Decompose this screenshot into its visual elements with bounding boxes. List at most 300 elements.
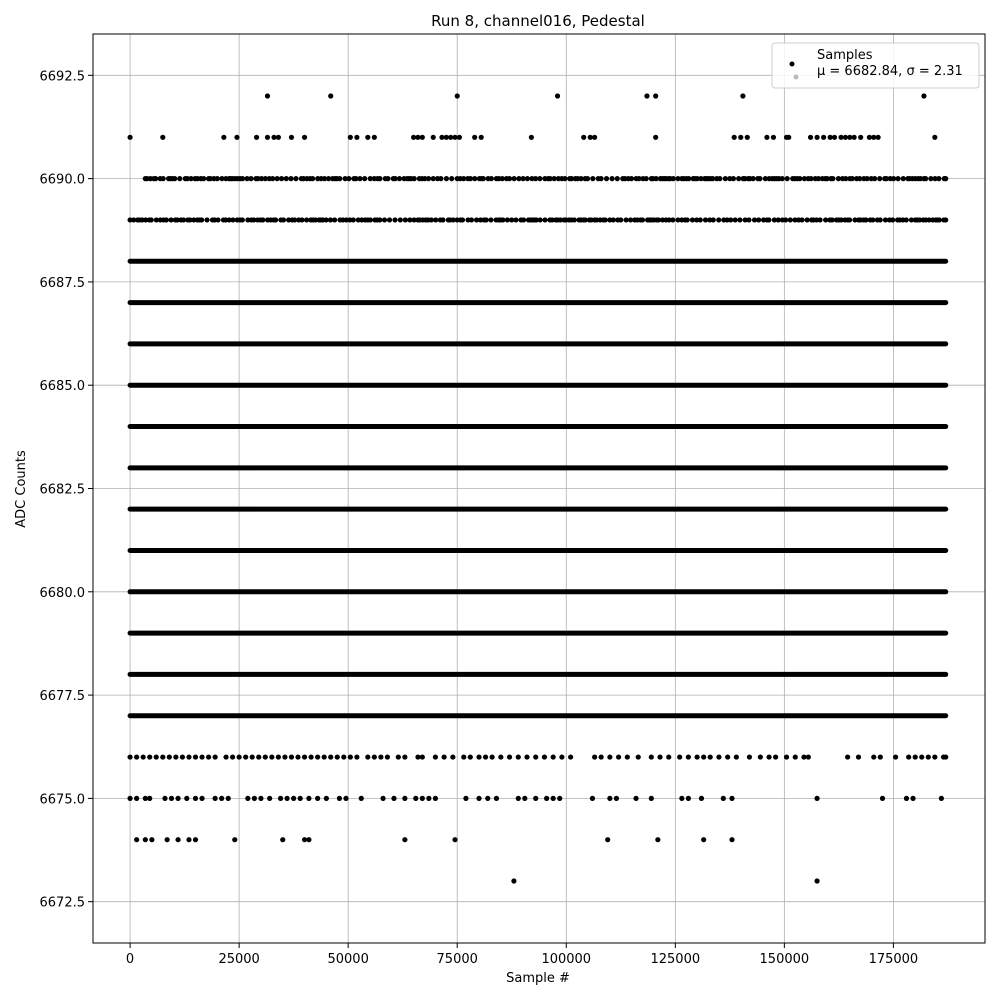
data-point [184, 796, 189, 801]
data-point [164, 217, 169, 222]
data-point [368, 217, 373, 222]
data-point [740, 93, 745, 98]
data-point [134, 796, 139, 801]
data-point [893, 754, 898, 759]
data-point [555, 93, 560, 98]
data-point [766, 217, 771, 222]
data-point [215, 217, 220, 222]
data-point [162, 796, 167, 801]
data-point [716, 217, 721, 222]
data-point [377, 176, 382, 181]
data-point [750, 176, 755, 181]
data-point [488, 217, 493, 222]
data-point [343, 796, 348, 801]
data-point [199, 217, 204, 222]
data-point [615, 176, 620, 181]
data-point [525, 176, 530, 181]
data-point [666, 754, 671, 759]
data-point [605, 837, 610, 842]
data-point [433, 754, 438, 759]
data-point [450, 754, 455, 759]
data-point [276, 754, 281, 759]
data-point [871, 754, 876, 759]
data-point [403, 217, 408, 222]
data-point [391, 796, 396, 801]
data-point [581, 135, 586, 140]
data-point [279, 176, 284, 181]
data-point [936, 176, 941, 181]
data-point [204, 217, 209, 222]
data-point [127, 796, 132, 801]
data-point [926, 754, 931, 759]
data-point [614, 796, 619, 801]
data-point [186, 837, 191, 842]
y-tick-label: 6690.0 [39, 172, 85, 188]
data-point [633, 796, 638, 801]
axis-ticks [40, 69, 919, 967]
data-point [476, 754, 481, 759]
data-point [793, 754, 798, 759]
data-point [472, 135, 477, 140]
data-point [516, 796, 521, 801]
data-point [285, 796, 290, 801]
data-point [346, 176, 351, 181]
data-point [180, 754, 185, 759]
data-point [943, 217, 948, 222]
data-point [785, 176, 790, 181]
data-point [590, 176, 595, 181]
data-point [733, 217, 738, 222]
data-point [315, 754, 320, 759]
data-point [939, 796, 944, 801]
data-point [494, 796, 499, 801]
data-point [306, 796, 311, 801]
data-point [797, 176, 802, 181]
data-point [324, 796, 329, 801]
data-point [402, 796, 407, 801]
data-point [153, 176, 158, 181]
data-point [562, 176, 567, 181]
data-point [260, 217, 265, 222]
data-point [891, 176, 896, 181]
data-point [337, 176, 342, 181]
data-point [452, 837, 457, 842]
data-point [895, 176, 900, 181]
data-point [771, 135, 776, 140]
data-point [557, 796, 562, 801]
data-point [402, 837, 407, 842]
data-point [716, 754, 721, 759]
data-point [444, 176, 449, 181]
data-point [786, 135, 791, 140]
data-point [670, 217, 675, 222]
data-point [134, 754, 139, 759]
data-point [328, 93, 333, 98]
x-tick-label: 150000 [759, 952, 810, 967]
data-point [420, 754, 425, 759]
data-point [513, 217, 518, 222]
data-point [127, 135, 132, 140]
chart-title: Run 8, channel016, Pedestal [431, 12, 645, 30]
data-point [653, 135, 658, 140]
data-point [644, 93, 649, 98]
data-point [533, 796, 538, 801]
data-point [572, 217, 577, 222]
data-point [438, 176, 443, 181]
x-tick-label: 125000 [650, 952, 701, 967]
data-point [625, 754, 630, 759]
data-point [281, 217, 286, 222]
data-point [852, 135, 857, 140]
data-point [649, 754, 654, 759]
y-tick-label: 6682.5 [39, 482, 85, 498]
data-point [306, 837, 311, 842]
data-point [717, 176, 722, 181]
data-point [299, 217, 304, 222]
data-point [341, 754, 346, 759]
data-point [607, 754, 612, 759]
data-point [649, 796, 654, 801]
x-tick-label: 75000 [436, 952, 478, 967]
data-point [746, 217, 751, 222]
data-point [830, 176, 835, 181]
data-point [254, 135, 259, 140]
data-point [270, 176, 275, 181]
data-point [490, 754, 495, 759]
data-point [289, 135, 294, 140]
data-point [901, 176, 906, 181]
data-point [143, 837, 148, 842]
data-point [616, 754, 621, 759]
data-point [199, 796, 204, 801]
data-point [780, 176, 785, 181]
data-point [476, 796, 481, 801]
data-point [335, 754, 340, 759]
data-point [644, 176, 649, 181]
data-point [695, 754, 700, 759]
data-point [237, 754, 242, 759]
data-point [141, 754, 146, 759]
data-point [201, 176, 206, 181]
data-point [291, 796, 296, 801]
data-point [265, 135, 270, 140]
data-point [442, 754, 447, 759]
data-point [221, 135, 226, 140]
data-point [433, 217, 438, 222]
data-point [479, 135, 484, 140]
data-point [483, 754, 488, 759]
data-point [559, 754, 564, 759]
data-point [463, 796, 468, 801]
data-point [413, 796, 418, 801]
data-point [461, 754, 466, 759]
data-point [172, 176, 177, 181]
data-point [258, 796, 263, 801]
data-point [814, 796, 819, 801]
data-point [636, 754, 641, 759]
data-point [298, 796, 303, 801]
data-point [273, 217, 278, 222]
data-point [378, 754, 383, 759]
data-point [484, 217, 489, 222]
data-point [500, 217, 505, 222]
data-point [686, 754, 691, 759]
data-point [280, 837, 285, 842]
legend-marker-samples [790, 62, 795, 67]
data-point [412, 176, 417, 181]
data-point [382, 217, 387, 222]
data-point [701, 837, 706, 842]
data-point [937, 217, 942, 222]
data-point [449, 176, 454, 181]
data-point [943, 176, 948, 181]
data-point [814, 878, 819, 883]
data-point [322, 754, 327, 759]
data-point [472, 176, 477, 181]
data-point [629, 176, 634, 181]
data-point [433, 796, 438, 801]
data-point [267, 796, 272, 801]
data-point [808, 135, 813, 140]
data-point [377, 217, 382, 222]
data-point [805, 217, 810, 222]
data-point [160, 135, 165, 140]
data-point [708, 754, 713, 759]
data-point [256, 754, 261, 759]
data-point [199, 754, 204, 759]
y-tick-label: 6675.0 [39, 792, 85, 808]
data-point [590, 796, 595, 801]
data-point [653, 93, 658, 98]
data-point [821, 135, 826, 140]
y-axis-label: ADC Counts [14, 450, 29, 528]
x-axis-label: Sample # [506, 971, 570, 986]
y-tick-label: 6672.5 [39, 895, 85, 911]
data-point [788, 217, 793, 222]
data-point [592, 754, 597, 759]
data-point [723, 176, 728, 181]
data-point [440, 217, 445, 222]
data-point [276, 135, 281, 140]
data-point [269, 754, 274, 759]
data-point [469, 217, 474, 222]
grid-lines [93, 34, 985, 943]
data-point [351, 217, 356, 222]
data-point [169, 796, 174, 801]
data-point [524, 754, 529, 759]
data-point [337, 796, 342, 801]
data-point [397, 176, 402, 181]
data-point [282, 754, 287, 759]
data-point [856, 754, 861, 759]
data-point [624, 217, 629, 222]
data-point [396, 754, 401, 759]
data-point [729, 796, 734, 801]
data-point [354, 754, 359, 759]
data-point [686, 796, 691, 801]
data-point [385, 176, 390, 181]
data-point [348, 754, 353, 759]
data-point [932, 135, 937, 140]
data-point [764, 135, 769, 140]
data-point [943, 754, 948, 759]
data-point [698, 217, 703, 222]
data-point [219, 796, 224, 801]
data-point [206, 754, 211, 759]
data-point [175, 837, 180, 842]
data-point [923, 176, 928, 181]
data-point [149, 217, 154, 222]
data-point [592, 135, 597, 140]
data-point [618, 217, 623, 222]
data-point [711, 217, 716, 222]
data-point [420, 796, 425, 801]
data-point [315, 796, 320, 801]
data-point [489, 176, 494, 181]
data-point [252, 796, 257, 801]
data-point [685, 217, 690, 222]
data-point [890, 217, 895, 222]
data-point [365, 754, 370, 759]
data-point [147, 796, 152, 801]
data-point [701, 754, 706, 759]
data-point [756, 217, 761, 222]
data-point [599, 754, 604, 759]
y-tick-label: 6687.5 [39, 275, 85, 291]
data-point [240, 217, 245, 222]
x-tick-label: 0 [125, 952, 135, 967]
data-point [362, 176, 367, 181]
legend-label-stats: μ = 6682.84, σ = 2.31 [817, 64, 963, 79]
data-point [372, 135, 377, 140]
data-point [460, 217, 465, 222]
y-tick-label: 6685.0 [39, 379, 85, 395]
data-point [847, 217, 852, 222]
data-point [511, 878, 516, 883]
data-point [932, 754, 937, 759]
data-point [747, 754, 752, 759]
data-point [223, 754, 228, 759]
data-point [455, 93, 460, 98]
data-point [832, 135, 837, 140]
data-point [537, 176, 542, 181]
data-point [721, 796, 726, 801]
data-point [551, 754, 556, 759]
data-point [289, 754, 294, 759]
data-point [551, 796, 556, 801]
x-tick-label: 50000 [327, 952, 369, 967]
data-point [213, 754, 218, 759]
data-point [186, 754, 191, 759]
data-point [332, 217, 337, 222]
data-point [878, 217, 883, 222]
data-point [288, 176, 293, 181]
data-point [457, 135, 462, 140]
data-point [737, 217, 742, 222]
data-point [913, 754, 918, 759]
x-tick-label: 100000 [541, 952, 592, 967]
legend [772, 43, 979, 88]
data-point [870, 217, 875, 222]
data-point [278, 796, 283, 801]
data-point [537, 217, 542, 222]
data-point [302, 754, 307, 759]
data-point [507, 754, 512, 759]
data-point [232, 837, 237, 842]
data-point [568, 754, 573, 759]
data-point [250, 754, 255, 759]
data-point [165, 837, 170, 842]
data-point [175, 796, 180, 801]
data-point [245, 796, 250, 801]
data-point [845, 754, 850, 759]
data-point [498, 754, 503, 759]
data-point [679, 796, 684, 801]
legend-label-samples: Samples [817, 48, 873, 63]
y-tick-label: 6680.0 [39, 585, 85, 601]
data-point [507, 176, 512, 181]
data-point [485, 796, 490, 801]
data-point [385, 754, 390, 759]
data-point [542, 754, 547, 759]
data-point [758, 754, 763, 759]
data-point [872, 176, 877, 181]
data-point [906, 754, 911, 759]
data-point [611, 217, 616, 222]
data-point [533, 754, 538, 759]
data-point [365, 135, 370, 140]
data-point [431, 135, 436, 140]
data-point [398, 217, 403, 222]
data-point [193, 837, 198, 842]
data-point [655, 837, 660, 842]
data-point [295, 754, 300, 759]
data-point [293, 176, 298, 181]
data-point [328, 754, 333, 759]
data-point [263, 754, 268, 759]
data-point [725, 754, 730, 759]
data-point [784, 754, 789, 759]
data-point [265, 93, 270, 98]
legend-marker-stats [794, 75, 799, 80]
data-point [732, 135, 737, 140]
data-point [598, 176, 603, 181]
data-point [402, 754, 407, 759]
data-point [392, 217, 397, 222]
data-point [878, 754, 883, 759]
data-point [160, 754, 165, 759]
data-point [657, 754, 662, 759]
data-point [671, 176, 676, 181]
data-point [858, 135, 863, 140]
x-tick-label: 175000 [868, 952, 919, 967]
data-point [773, 754, 778, 759]
data-point [215, 176, 220, 181]
data-point [154, 754, 159, 759]
y-tick-label: 6692.5 [39, 69, 85, 85]
data-point [607, 796, 612, 801]
data-point [161, 176, 166, 181]
data-point [348, 135, 353, 140]
data-point [481, 176, 486, 181]
data-point [522, 796, 527, 801]
data-point [177, 176, 182, 181]
data-point [921, 93, 926, 98]
data-point [542, 217, 547, 222]
data-point [354, 135, 359, 140]
data-point [604, 176, 609, 181]
data-point [783, 217, 788, 222]
